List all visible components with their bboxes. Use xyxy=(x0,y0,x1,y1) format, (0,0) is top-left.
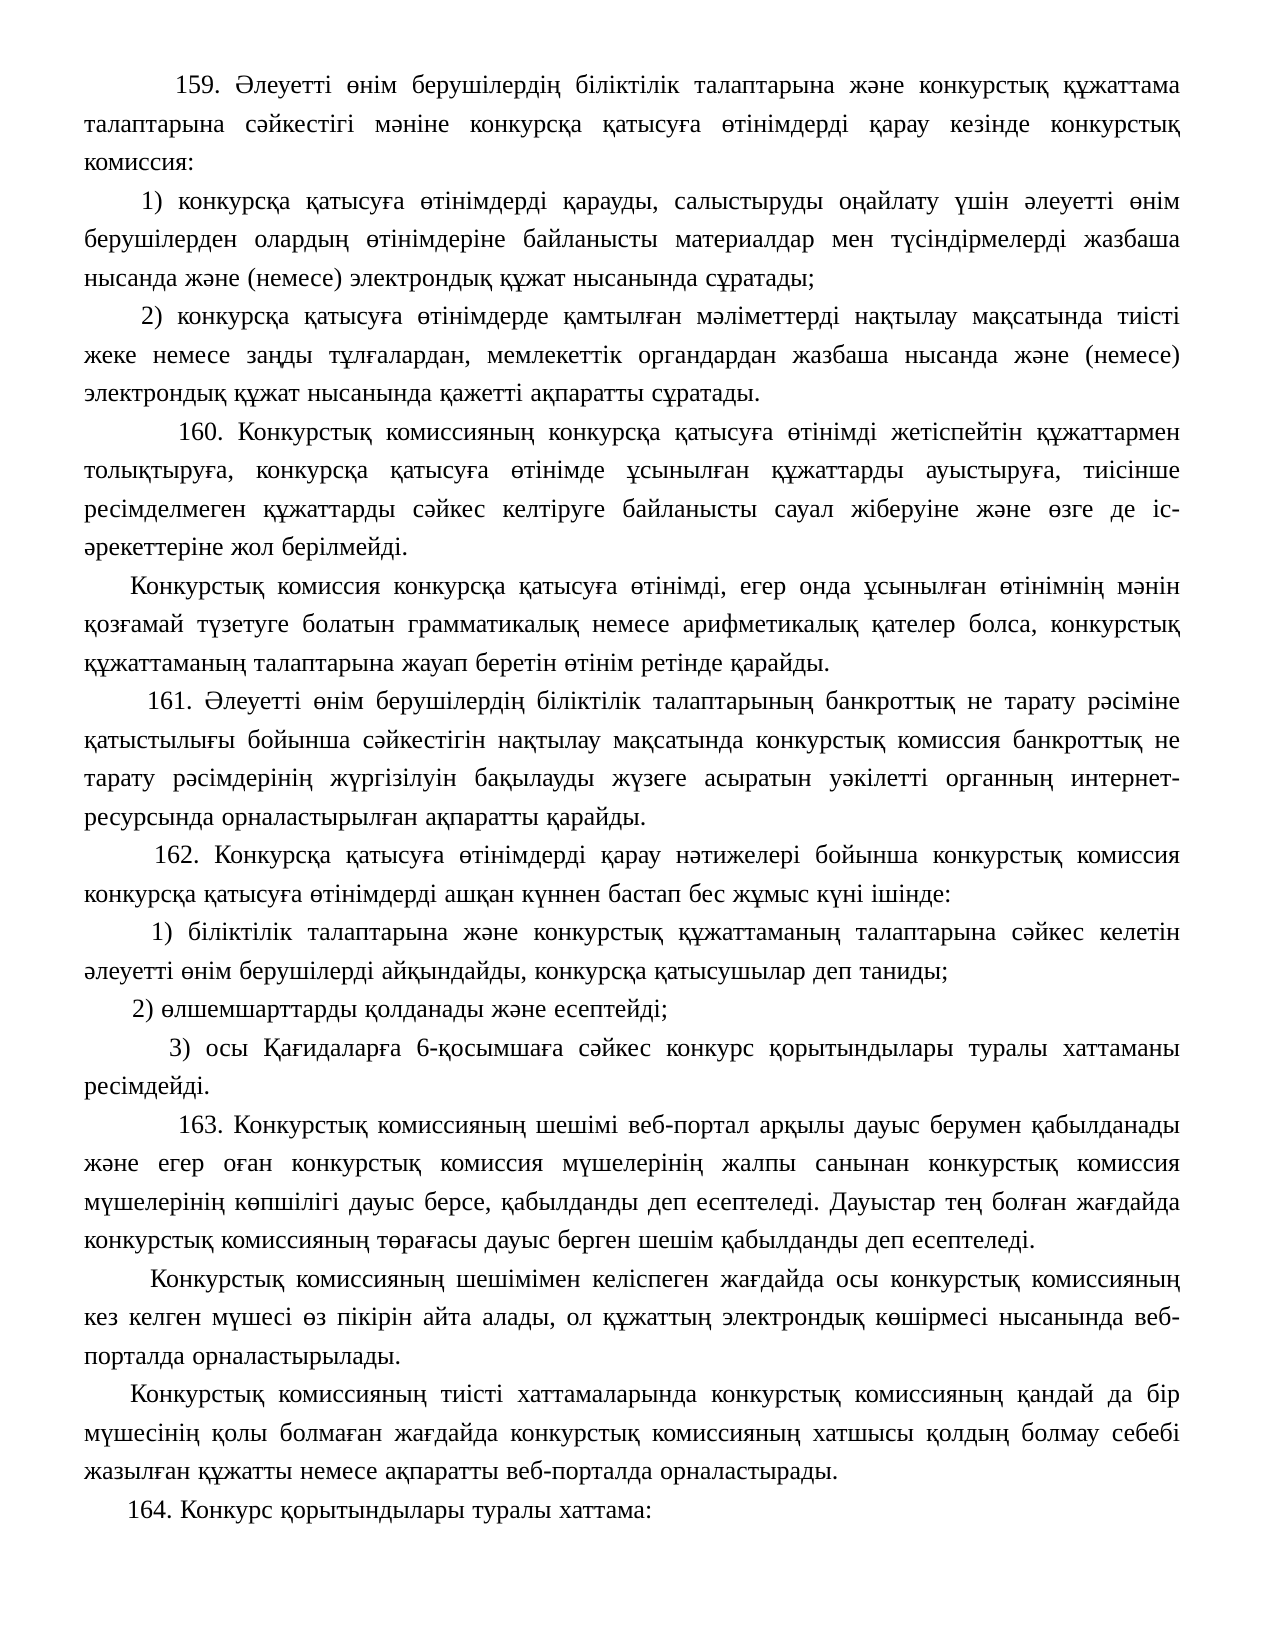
paragraph-162-item-1: 1) біліктілік талаптарына және конкурстық құжаттаманың талаптарына сәйкес келетін әлеуетті өнім берушілерді айқындайды, конкурсқа қатысушылар деп таниды; xyxy=(84,917,1180,985)
paragraph-162: 162. Конкурсқа қатысуға өтінімдерді қарау нәтижелері бойынша конкурстық комиссия конкурсқа қатысуға өтінімдерді ашқан күннен бастап бес жұмыс күні ішінде: xyxy=(84,840,1180,908)
paragraph-159-item-1: 1) конкурсқа қатысуға өтінімдерді қарауды, салыстыруды оңайлату үшін әлеуетті өнім берушілерден олардың өтінімдеріне байланысты материалдар мен түсіндірмелерді жазбаша нысанда және (немесе) электрондық құжат нысанында сұратады; xyxy=(84,185,1180,292)
paragraph-163: 163. Конкурстық комиссияның шешімі веб-портал арқылы дауыс берумен қабылданады және егер оған конкурстық комиссия мүшелерінің жалпы санынан конкурстық комиссия мүшелерінің көпшілігі дауыс берсе, қабылданды деп есептеледі. Дауыстар тең болған жағдайда конкурстық комиссияның төрағасы дауыс берген шешім қабылданды деп есептеледі. xyxy=(84,1109,1180,1254)
paragraph-159-item-2: 2) конкурсқа қатысуға өтінімдерде қамтылған мәліметтерді нақтылау мақсатында тиісті жеке немесе заңды тұлғалардан, мемлекеттік органдардан жазбаша нысанда және (немесе) электрондық құжат нысанында қажетті ақпаратты сұратады. xyxy=(84,301,1180,407)
paragraph-163-dissent: Конкурстық комиссияның шешімімен келіспеген жағдайда осы конкурстық комиссияның кез келген мүшесі өз пікірін айта алады, ол құжаттың электрондық көшірмесі нысанында веб-порталда орналастырылады. xyxy=(84,1263,1180,1370)
paragraph-160-note: Конкурстық комиссия конкурсқа қатысуға өтінімді, егер онда ұсынылған өтінімнің мәнін қозғамай түзетуге болатын грамматикалық немесе арифметикалық қателер болса, конкурстық құжаттаманың талаптарына жауап беретін өтінім ретінде қарайды. xyxy=(84,570,1180,677)
paragraph-162-item-2: 2) өлшемшарттарды қолданады және есептейді; xyxy=(132,994,668,1023)
paragraph-163-signature: Конкурстық комиссияның тиісті хаттамаларында конкурстық комиссияның қандай да бір мүшесінің қолы болмаған жағдайда конкурстық комиссияның хатшысы қолдың болмау себебі жазылған құжатты немесе ақпаратты веб-порталда орналастырады. xyxy=(84,1379,1180,1485)
paragraph-164: 164. Конкурс қорытындылары туралы хаттама: xyxy=(127,1494,653,1524)
paragraph-161: 161. Әлеуетті өнім берушілердің біліктілік талаптарының банкроттық не тарату рәсіміне қатыстылығы бойынша сәйкестігін нақтылау мақсатында конкурстық комиссия банкроттық не тарату рәсімдерінің жүргізілуін бақылауды жүзеге асыратын уәкілетті органның интернет-ресурсында орналастырылған ақпаратты қарайды. xyxy=(84,686,1180,831)
paragraph-162-item-3: 3) осы Қағидаларға 6-қосымшаға сәйкес конкурс қорытындылары туралы хаттаманы ресімдейді. xyxy=(84,1032,1180,1100)
paragraph-159: 159. Әлеуетті өнім берушілердің біліктілік талаптарына және конкурстық құжаттама талаптарына сәйкестігі мәніне конкурсқа қатысуға өтінімдерді қарау кезінде конкурстық комиссия: xyxy=(84,70,1180,176)
document-body xyxy=(84,66,1180,1529)
paragraph-160: 160. Конкурстық комиссияның конкурсқа қатысуға өтінімді жетіспейтін құжаттармен толықтыруға, конкурсқа қатысуға өтінімде ұсынылған құжаттарды ауыстыруға, тиісінше ресімделмеген құжаттарды сәйкес келтіруге байланысты сауал жіберуіне және өзге де іс-әрекеттеріне жол берілмейді. xyxy=(84,416,1180,561)
